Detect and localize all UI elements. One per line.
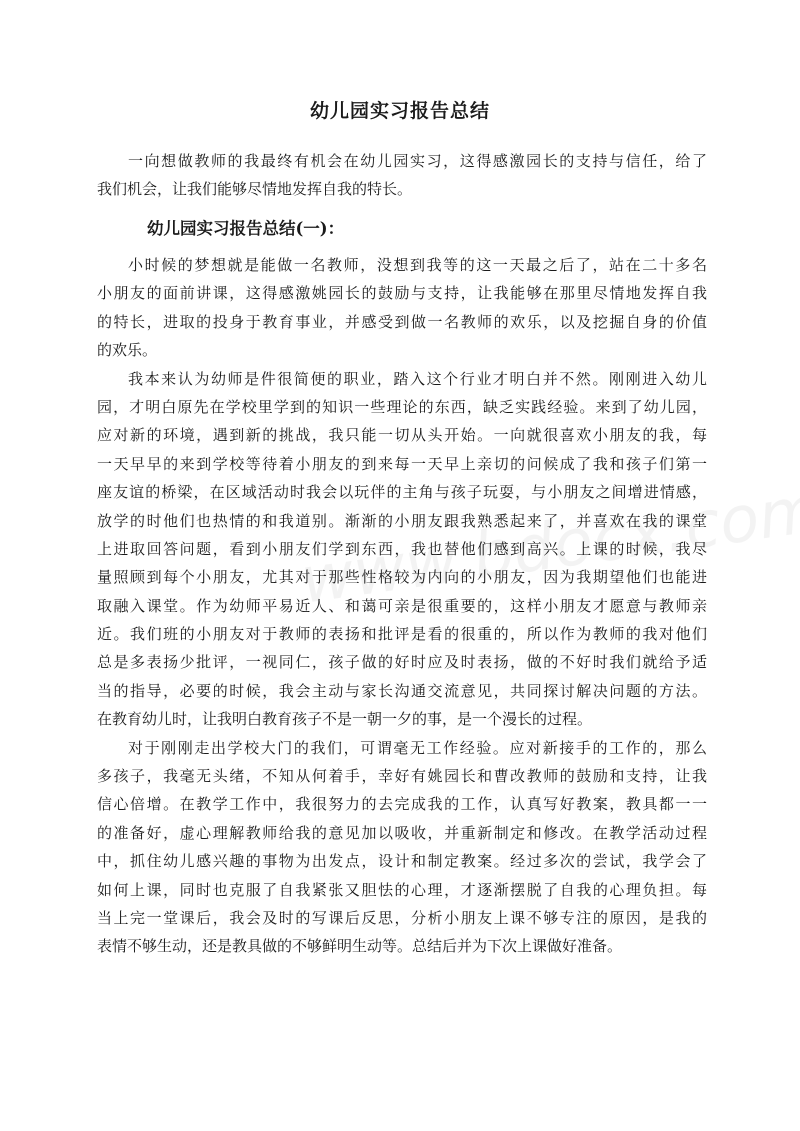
paragraph-3-line: 多孩子，我毫无头绪，不知从何着手，幸好有姚园长和曹改教师的鼓励和支持，让我 <box>97 767 707 786</box>
paragraph-3-line: 当上完一堂课后，我会及时的写课后反思，分析小朋友上课不够专注的原因，是我的 <box>97 908 707 927</box>
intro-line: 我们机会，让我们能够尽情地发挥自我的特长。 <box>97 180 413 198</box>
paragraph-1-line: 小朋友的面前讲课，这得感激姚园长的鼓励与支持，让我能够在那里尽情地发挥自我 <box>97 284 707 303</box>
paragraph-2-line: 一天早早的来到学校等待着小朋友的到来每一天早上亲切的问候成了我和孩子们第一 <box>97 454 707 473</box>
paragraph-2-line: 量照顾到每个小朋友，尤其对于那些性格较为内向的小朋友，因为我期望他们也能进 <box>97 568 707 587</box>
paragraph-2-line: 上进取回答问题，看到小朋友们学到东西，我也替他们感到高兴。上课的时候，我尽 <box>97 539 707 558</box>
paragraph-2-line: 园，才明白原先在学校里学到的知识一些理论的东西，缺乏实践经验。来到了幼儿园， <box>97 397 707 416</box>
document-title: 幼儿园实习报告总结 <box>309 100 490 122</box>
paragraph-3-line: 如何上课，同时也克服了自我紧张又胆怯的心理，才逐渐摆脱了自我的心理负担。每 <box>97 880 707 899</box>
paragraph-2-line: 我本来认为幼师是件很简便的职业，踏入这个行业才明白并不然。刚刚进入幼儿 <box>128 369 707 388</box>
paragraph-3-line: 信心倍增。在教学工作中，我很努力的去完成我的工作，认真写好教案，教具都一一 <box>97 795 707 814</box>
paragraph-2-line: 放学的时他们也热情的和我道别。渐渐的小朋友跟我熟悉起来了，并喜欢在我的课堂 <box>97 511 707 530</box>
section-heading: 幼儿园实习报告总结(一)： <box>147 219 345 238</box>
paragraph-2-line: 近。我们班的小朋友对于教师的表扬和批评是看的很重的，所以作为教师的我对他们 <box>97 625 707 644</box>
paragraph-3-line: 中，抓住幼儿感兴趣的事物为出发点，设计和制定教案。经过多次的尝试，我学会了 <box>97 852 707 871</box>
paragraph-3-line: 表情不够生动，还是教具做的不够鲜明生动等。总结后并为下次上课做好准备。 <box>97 937 623 956</box>
paragraph-2-line: 座友谊的桥梁，在区域活动时我会以玩伴的主角与孩子玩耍，与小朋友之间增进情感， <box>97 483 707 502</box>
paragraph-3-line: 对于刚刚走出学校大门的我们，可谓毫无工作经验。应对新接手的工作的，那么 <box>128 738 707 757</box>
intro-line: 一向想做教师的我最终有机会在幼儿园实习，这得感激园长的支持与信任，给了 <box>128 152 707 170</box>
paragraph-3-line: 的准备好，虚心理解教师给我的意见加以吸收，并重新制定和修改。在教学活动过程 <box>97 823 707 842</box>
paragraph-2-line: 取融入课堂。作为幼师平易近人、和蔼可亲是很重要的，这样小朋友才愿意与教师亲 <box>97 596 707 615</box>
paragraph-1-line: 的欢乐。 <box>97 341 158 360</box>
paragraph-2-line: 在教育幼儿时，让我明白教育孩子不是一朝一夕的事，是一个漫长的过程。 <box>97 710 593 729</box>
intro-paragraph <box>97 147 707 203</box>
paragraph-2-line: 当的指导，必要的时候，我会主动与家长沟通交流意见，共同探讨解决问题的方法。 <box>97 681 707 700</box>
paragraph-1-line: 的特长，进取的投身于教育事业，并感受到做一名教师的欢乐，以及挖掘自身的价值 <box>97 312 707 331</box>
paragraph-1-line: 小时候的梦想就是能做一名教师，没想到我等的这一天最之后了，站在二十多名 <box>128 256 707 274</box>
body-text <box>97 251 707 961</box>
paragraph-2-line: 应对新的环境，遇到新的挑战，我只能一切从头开始。一向就很喜欢小朋友的我，每 <box>97 426 707 445</box>
paragraph-2-line: 总是多表扬少批评，一视同仁，孩子做的好时应及时表扬，做的不好时我们就给予适 <box>97 653 707 672</box>
